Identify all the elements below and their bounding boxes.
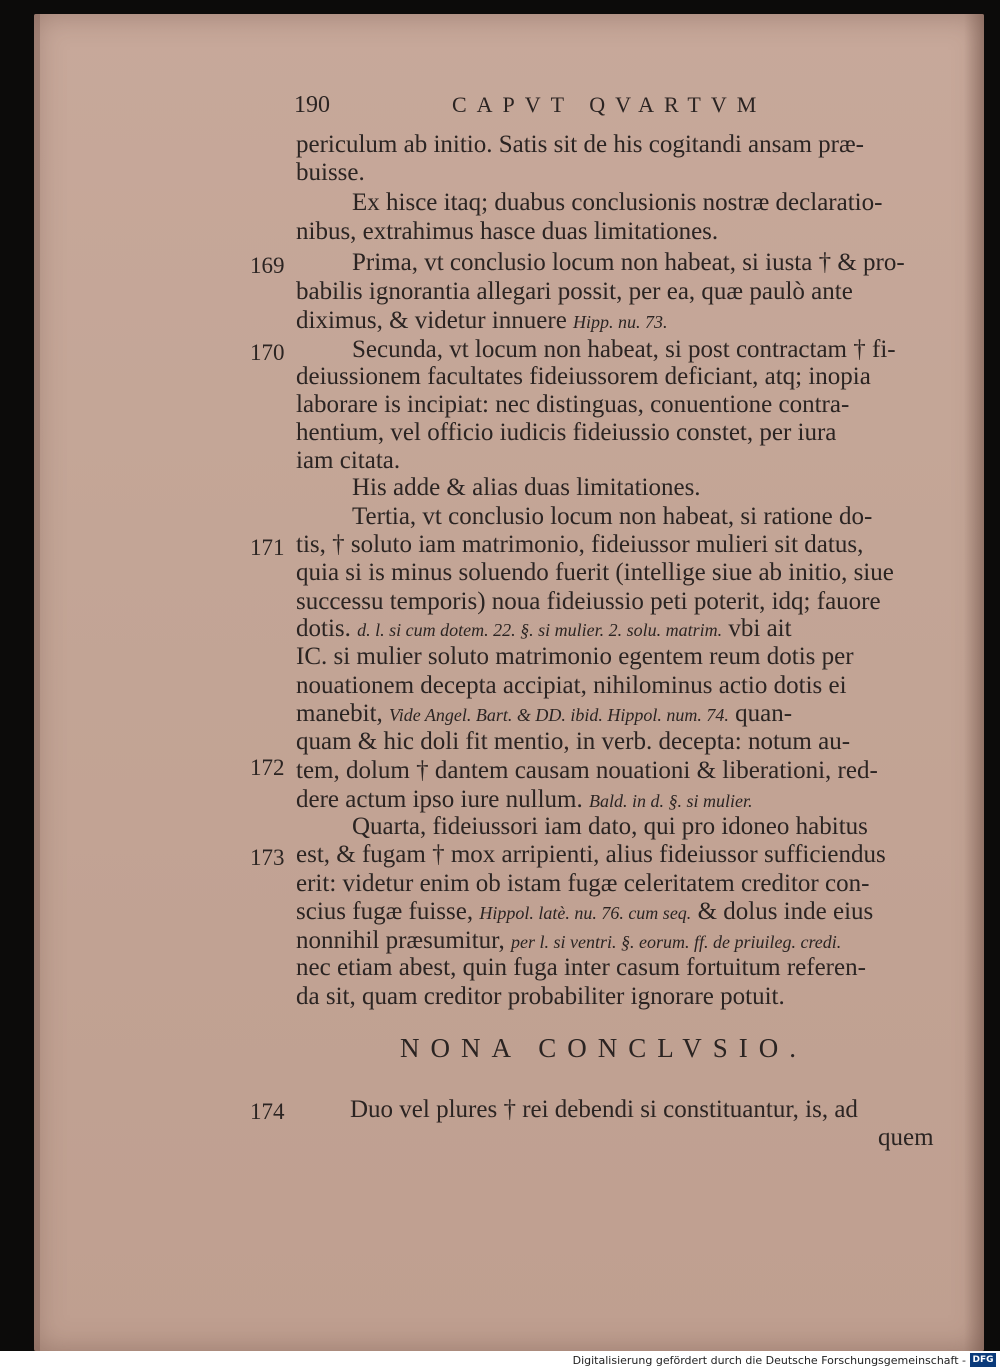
text-line: Duo vel plures † rei debendi si constituantur, is, ad [350, 1096, 858, 1123]
text-segment: diximus, & videtur innuere [296, 307, 567, 334]
text-segment: nonnihil præsumitur, [296, 927, 505, 954]
text-segment: dotis. [296, 615, 351, 642]
section-heading: NONA CONCLVSIO. [400, 1033, 808, 1063]
text-line: nec etiam abest, quin fuga inter casum fortuitum referen- [296, 954, 866, 981]
text-line: hentium, vel officio iudicis fideiussio constet, per iura [296, 419, 837, 446]
text-line: Ex hisce itaq; duabus conclusionis nostræ declaratio- [352, 189, 883, 216]
margin-number: 171 [250, 535, 285, 560]
text-line: quem [878, 1124, 934, 1151]
text-segment: quan- [735, 700, 793, 727]
text-line [296, 614, 792, 645]
citation: Hippol. latè. nu. 76. cum seq. [479, 903, 692, 923]
text-line: buisse. [296, 159, 365, 186]
dfg-logo: DFG [970, 1353, 996, 1367]
citation: Bald. in d. §. si mulier. [588, 791, 753, 811]
margin-number: 172 [250, 755, 285, 780]
text-segment: & dolus inde eius [697, 898, 874, 925]
text-line: IC. si mulier soluto matrimonio egentem reum dotis per [296, 643, 854, 670]
text-line: periculum ab initio. Satis sit de his cogitandi ansam præ- [296, 131, 864, 158]
page-right-edge [964, 14, 984, 1351]
margin-number: 174 [250, 1099, 285, 1124]
text-line: quia si is minus soluendo fuerit (intellige siue ab initio, siue [296, 559, 894, 586]
footer-credit: Digitalisierung gefördert durch die Deutsche Forschungsgemeinschaft - [572, 1354, 966, 1367]
text-line: iam citata. [296, 447, 401, 474]
text-line: tem, dolum † dantem causam nouationi & liberationi, red- [296, 757, 878, 784]
text-line: Prima, vt conclusio locum non habeat, si iusta † & pro- [352, 249, 905, 276]
text-line: babilis ignorantia allegari possit, per ea, quæ paulò ante [296, 278, 853, 305]
margin-number: 170 [250, 340, 285, 365]
citation: Hipp. nu. 73. [573, 312, 668, 332]
text-segment: dere actum ipso iure nullum. [296, 786, 583, 813]
margin-number: 173 [250, 845, 285, 870]
citation: per l. si ventri. §. eorum. ff. de priuileg. credi. [510, 932, 842, 952]
margin-number: 169 [250, 253, 285, 278]
text-line: nibus, extrahimus hasce duas limitationes. [296, 218, 719, 245]
text-line: quam & hic doli fit mentio, in verb. decepta: notum au- [296, 728, 851, 755]
text-line: Secunda, vt locum non habeat, si post contractam † fi- [352, 336, 896, 363]
text-line [296, 306, 668, 337]
text-segment: vbi ait [728, 615, 792, 642]
text-line [296, 897, 873, 928]
text-line: laborare is incipiat: nec distinguas, conuentione contra- [296, 391, 850, 418]
page-left-edge [34, 14, 40, 1351]
text-segment: scius fugæ fuisse, [296, 898, 474, 925]
text-line: tis, † soluto iam matrimonio, fideiussor mulieri sit datus, [296, 531, 864, 558]
citation: d. l. si cum dotem. 22. §. si mulier. 2. solu. matrim. [357, 620, 723, 640]
text-line: Tertia, vt conclusio locum non habeat, si ratione do- [352, 503, 873, 530]
text-line: est, & fugam † mox arripienti, alius fideiussor sufficiendus [296, 841, 886, 868]
citation: Vide Angel. Bart. & DD. ibid. Hippol. num. 74. [389, 705, 729, 725]
text-line: erit: videtur enim ob istam fugæ celeritatem creditor con- [296, 870, 870, 897]
text-line: Quarta, fideiussori iam dato, qui pro idoneo habitus [352, 813, 868, 840]
text-line: His adde & alias duas limitationes. [352, 474, 701, 501]
text-line: nouationem decepta accipiat, nihilominus actio dotis ei [296, 672, 847, 699]
running-title: CAPVT QVARTVM [452, 92, 767, 117]
text-line [296, 699, 792, 730]
text-line: deiussionem facultates fideiussorem deficiant, atq; inopia [296, 363, 871, 390]
text-segment: manebit, [296, 700, 383, 727]
text-line: successu temporis) noua fideiussio peti poterit, idq; fauore [296, 588, 881, 615]
page-number: 190 [294, 92, 330, 118]
text-line: da sit, quam creditor probabiliter ignorare potuit. [296, 983, 785, 1010]
